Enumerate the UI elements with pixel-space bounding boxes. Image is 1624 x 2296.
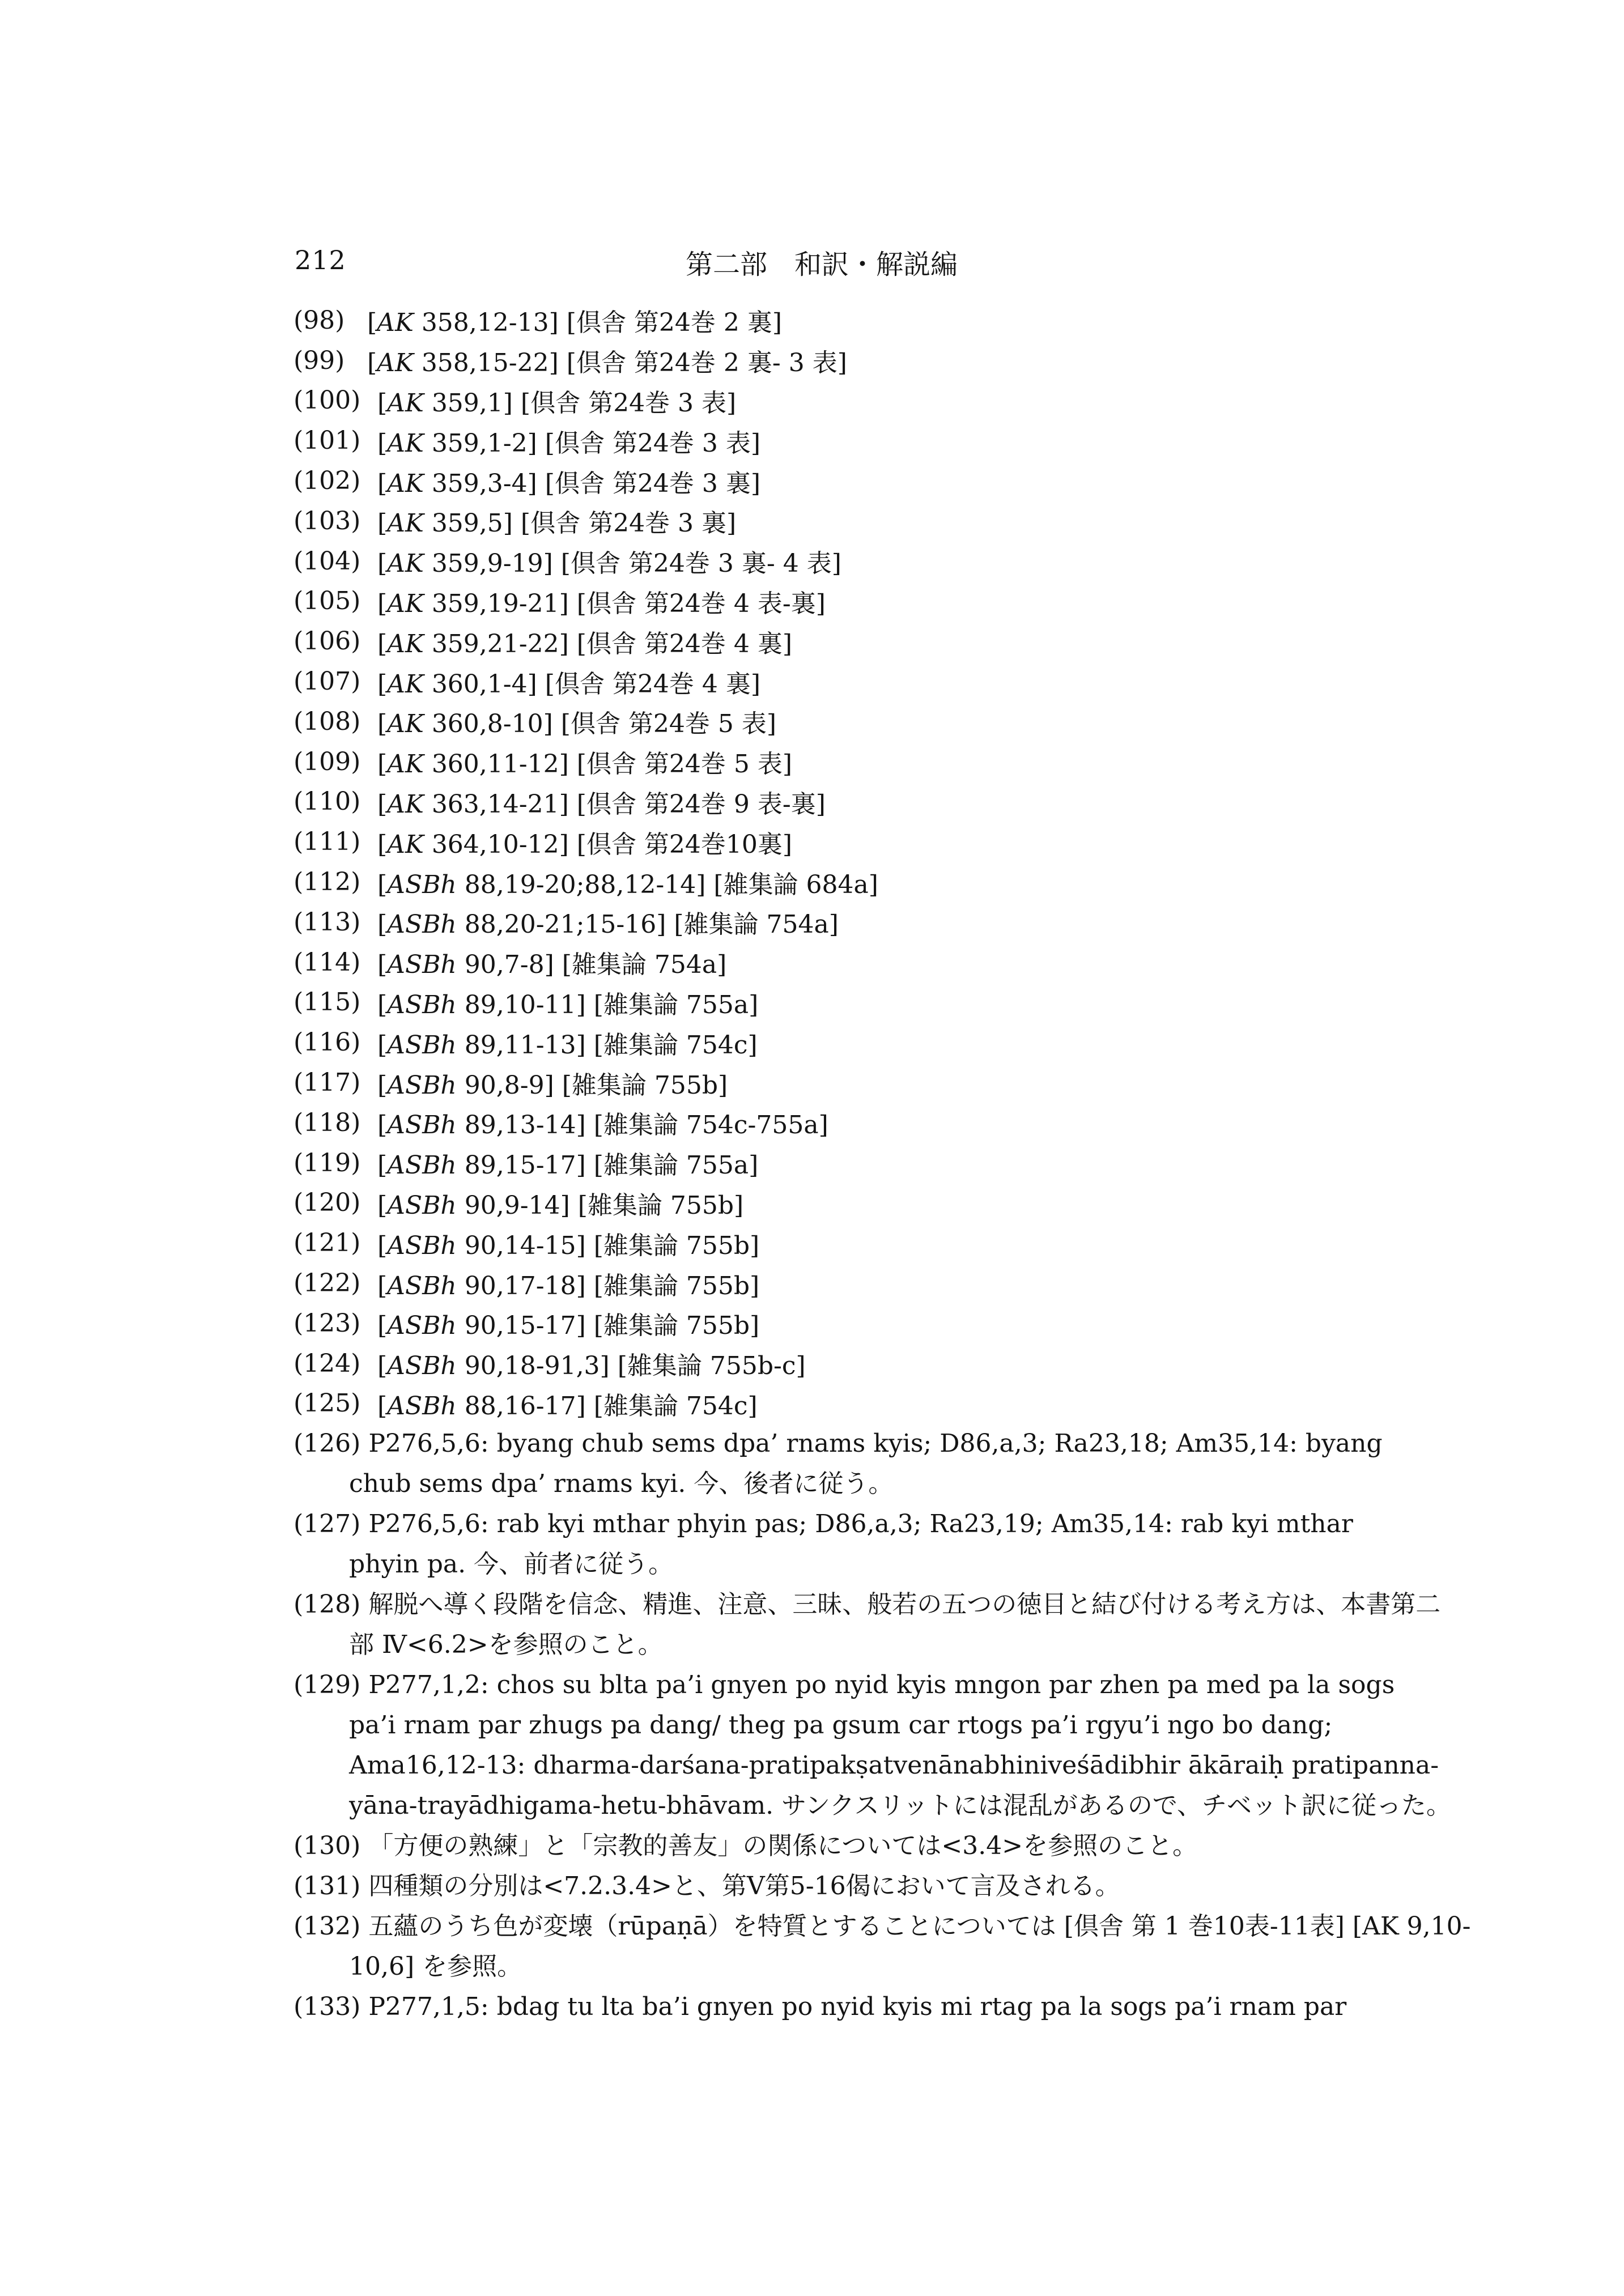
note-line [294, 1866, 1393, 1906]
note-item [294, 341, 1393, 381]
reference-text: 359,5] [倶舎 第24巻 3 裏] [423, 509, 737, 538]
note-line [294, 1705, 1393, 1745]
reference-text: 90,15-17] [雑集論 755b] [456, 1311, 760, 1341]
note-item [294, 862, 1393, 902]
note-item [294, 300, 1393, 341]
note-item [294, 1223, 1393, 1263]
note-number: (129) [294, 1670, 361, 1700]
note-number: (103) [294, 506, 361, 535]
note-number: (130) [294, 1831, 361, 1861]
source-abbreviation: AK [387, 789, 424, 819]
note-number: (112) [294, 868, 361, 897]
source-abbreviation: AK [387, 669, 424, 699]
note-item [294, 1423, 1393, 1504]
note-line [294, 1826, 1393, 1866]
note-text: yāna-trayādhigama-hetu-bhāvam. サンクスリットには混乱があるので、チベット訳に従った。 [349, 1791, 1451, 1821]
note-item [294, 1183, 1393, 1223]
source-abbreviation: AK [387, 589, 424, 618]
note-item [294, 1665, 1451, 1826]
note-number: (106) [294, 627, 361, 656]
note-reference: [ASBh 89,15-17] [雑集論 755a] [377, 1151, 759, 1180]
note-number: (104) [294, 546, 361, 576]
note-item [294, 581, 1393, 622]
note-line [294, 1464, 1393, 1504]
note-number: (114) [294, 947, 361, 977]
note-text: pa’i rnam par zhugs pa dang/ theg pa gsum car rtogs pa’i rgyu’i ngo bo dang; [349, 1711, 1333, 1740]
reference-text: 360,11-12] [倶舎 第24巻 5 表] [423, 750, 793, 779]
reference-text: 363,14-21] [倶舎 第24巻 9 表-裏] [423, 789, 826, 819]
note-item [294, 1987, 1393, 2027]
note-number: (119) [294, 1148, 361, 1177]
source-abbreviation: AK [387, 469, 424, 498]
note-number: (122) [294, 1269, 361, 1298]
reference-text: 364,10-12] [倶舎 第24巻10裏] [423, 830, 793, 859]
source-abbreviation: ASBh [387, 1231, 457, 1260]
source-abbreviation: AK [387, 709, 424, 739]
note-line [294, 1987, 1393, 2027]
note-item [294, 701, 1393, 742]
note-item [294, 1062, 1393, 1103]
note-reference: [ASBh 90,18-91,3] [雑集論 755b-c] [377, 1351, 806, 1381]
note-reference: [ASBh 89,13-14] [雑集論 754c-755a] [377, 1111, 828, 1140]
reference-text: 359,21-22] [倶舎 第24巻 4 裏] [423, 629, 793, 658]
note-item [294, 942, 1393, 983]
reference-text: 88,19-20;88,12-14] [雑集論 684a] [456, 870, 878, 899]
note-number: (117) [294, 1068, 361, 1098]
note-number: (107) [294, 667, 361, 696]
note-item [294, 782, 1393, 822]
note-item [294, 1143, 1393, 1183]
note-line [294, 1625, 1393, 1665]
note-number: (109) [294, 747, 361, 776]
note-number: (133) [294, 1992, 361, 2022]
note-item [294, 902, 1393, 942]
reference-text: 89,10-11] [雑集論 755a] [456, 990, 759, 1019]
reference-text: 358,12-13] [倶舎 第24巻 2 裏] [413, 308, 783, 338]
note-text: phyin pa. 今、前者に従う。 [349, 1550, 674, 1579]
source-abbreviation: ASBh [387, 1111, 457, 1140]
note-number: (101) [294, 426, 361, 456]
note-reference: [AK 363,14-21] [倶舎 第24巻 9 表-裏] [377, 789, 826, 819]
note-text: chub sems dpa’ rnams kyi. 今、後者に従う。 [349, 1469, 894, 1499]
note-reference: [ASBh 90,7-8] [雑集論 754a] [377, 950, 727, 980]
note-item [294, 1906, 1471, 1987]
reference-text: 359,9-19] [倶舎 第24巻 3 裏- 4 表] [423, 549, 841, 579]
source-abbreviation: ASBh [387, 990, 457, 1019]
long-notes-list [294, 1423, 1471, 2027]
source-abbreviation: ASBh [387, 1190, 457, 1220]
source-abbreviation: AK [387, 549, 424, 579]
reference-text: 90,8-9] [雑集論 755b] [456, 1070, 728, 1100]
note-item [294, 1303, 1393, 1343]
note-item [294, 1584, 1441, 1665]
note-text: Ama16,12-13: dharma-darśana-pratipakṣatvenānabhiniveśādibhir ākāraiḥ pratipanna- [349, 1751, 1439, 1780]
note-item [294, 1022, 1393, 1062]
note-text: P276,5,6: byang chub sems dpa’ rnams kyis; D86,a,3; Ra23,18; Am35,14: byang [360, 1429, 1383, 1459]
note-number: (121) [294, 1228, 361, 1258]
note-number: (113) [294, 907, 361, 937]
endnotes [294, 300, 1471, 2027]
note-reference: [AK 358,12-13] [倶舎 第24巻 2 裏] [367, 308, 783, 338]
reference-text: 358,15-22] [倶舎 第24巻 2 裏- 3 表] [413, 348, 847, 378]
note-line [294, 1584, 1441, 1625]
reference-text: 89,15-17] [雑集論 755a] [456, 1151, 759, 1180]
note-number: (131) [294, 1872, 361, 1901]
note-reference: [ASBh 88,16-17] [雑集論 754c] [377, 1391, 758, 1421]
note-item [294, 420, 1393, 461]
note-line [294, 1906, 1471, 1946]
reference-text: 359,1-2] [倶舎 第24巻 3 表] [423, 428, 761, 458]
note-number: (123) [294, 1308, 361, 1338]
note-text: 「方便の熟練」と「宗教的善友」の関係については<3.4>を参照のこと。 [360, 1831, 1198, 1861]
note-text: P276,5,6: rab kyi mthar phyin pas; D86,a,3; Ra23,19; Am35,14: rab kyi mthar [360, 1510, 1353, 1539]
source-abbreviation: ASBh [387, 950, 457, 980]
note-item [294, 541, 1393, 581]
note-number: (99) [294, 346, 345, 375]
note-number: (126) [294, 1429, 361, 1459]
note-item [294, 1866, 1393, 1906]
reference-text: 90,9-14] [雑集論 755b] [456, 1190, 744, 1220]
note-reference: [AK 359,1] [倶舎 第24巻 3 表] [377, 388, 737, 418]
source-abbreviation: ASBh [387, 1070, 457, 1100]
note-number: (124) [294, 1349, 361, 1378]
note-reference: [AK 359,21-22] [倶舎 第24巻 4 裏] [377, 629, 793, 658]
note-reference: [AK 364,10-12] [倶舎 第24巻10裏] [377, 830, 793, 859]
note-line [294, 1745, 1439, 1785]
note-number: (105) [294, 586, 361, 616]
note-number: (132) [294, 1912, 361, 1941]
note-text: 部 Ⅳ<6.2>を参照のこと。 [349, 1630, 663, 1660]
note-number: (118) [294, 1108, 361, 1137]
source-abbreviation: AK [377, 348, 414, 378]
note-item [294, 1343, 1393, 1384]
note-reference: [AK 359,19-21] [倶舎 第24巻 4 表-裏] [377, 589, 826, 618]
note-reference: [AK 359,9-19] [倶舎 第24巻 3 裏- 4 表] [377, 549, 841, 579]
reference-text: 89,11-13] [雑集論 754c] [456, 1030, 758, 1060]
reference-text: 359,1] [倶舎 第24巻 3 表] [423, 388, 737, 418]
note-item [294, 621, 1393, 661]
note-number: (108) [294, 707, 361, 736]
reference-text: 89,13-14] [雑集論 754c-755a] [456, 1111, 828, 1140]
source-abbreviation: AK [387, 509, 424, 538]
source-abbreviation: AK [377, 308, 414, 338]
running-title: 第二部 和訳・解説編 [685, 249, 958, 280]
source-abbreviation: ASBh [387, 910, 457, 939]
note-item [294, 381, 1393, 421]
source-abbreviation: ASBh [387, 1151, 457, 1180]
note-number: (116) [294, 1028, 361, 1057]
note-number: (125) [294, 1389, 361, 1418]
source-abbreviation: ASBh [387, 1030, 457, 1060]
note-line [294, 1946, 1393, 1987]
note-reference: [AK 360,1-4] [倶舎 第24巻 4 裏] [377, 669, 761, 699]
note-number: (128) [294, 1590, 361, 1619]
note-reference: [ASBh 90,9-14] [雑集論 755b] [377, 1190, 744, 1220]
reference-text: 90,14-15] [雑集論 755b] [456, 1231, 760, 1260]
note-text: 10,6] を参照。 [349, 1952, 522, 1982]
note-reference: [ASBh 90,17-18] [雑集論 755b] [377, 1271, 760, 1300]
reference-text: 360,1-4] [倶舎 第24巻 4 裏] [423, 669, 761, 699]
source-abbreviation: AK [387, 750, 424, 779]
reference-text: 90,7-8] [雑集論 754a] [456, 950, 727, 980]
note-line [294, 1665, 1393, 1705]
note-item [294, 461, 1393, 501]
source-abbreviation: ASBh [387, 1391, 457, 1421]
note-reference: [ASBh 89,10-11] [雑集論 755a] [377, 990, 759, 1019]
note-text: 四種類の分別は<7.2.3.4>と、第Ⅴ第5-16偈において言及される。 [360, 1872, 1120, 1901]
note-text: 解脱へ導く段階を信念、精進、注意、三昧、般若の五つの徳目と結び付ける考え方は、本書第二 [360, 1590, 1441, 1619]
note-item [294, 1504, 1393, 1584]
source-abbreviation: ASBh [387, 870, 457, 899]
note-number: (102) [294, 466, 361, 496]
note-item [294, 1263, 1393, 1303]
note-item [294, 822, 1393, 862]
note-reference: [ASBh 88,19-20;88,12-14] [雑集論 684a] [377, 870, 878, 899]
note-item [294, 501, 1393, 541]
note-number: (98) [294, 305, 345, 335]
note-reference: [AK 359,3-4] [倶舎 第24巻 3 裏] [377, 469, 761, 498]
note-reference: [ASBh 89,11-13] [雑集論 754c] [377, 1030, 758, 1060]
note-number: (110) [294, 787, 361, 817]
note-text: P277,1,5: bdag tu lta ba’i gnyen po nyid kyis mi rtag pa la sogs pa’i rnam par [360, 1992, 1347, 2022]
reference-text: 360,8-10] [倶舎 第24巻 5 表] [423, 709, 777, 739]
note-reference: [AK 358,15-22] [倶舎 第24巻 2 裏- 3 表] [367, 348, 847, 378]
reference-text: 90,17-18] [雑集論 755b] [456, 1271, 760, 1300]
note-item [294, 742, 1393, 782]
note-item [294, 1103, 1393, 1143]
source-abbreviation: AK [387, 428, 424, 458]
note-reference: [ASBh 90,8-9] [雑集論 755b] [377, 1070, 728, 1100]
note-item [294, 661, 1393, 701]
reference-text: 359,3-4] [倶舎 第24巻 3 裏] [423, 469, 761, 498]
note-line [294, 1544, 1393, 1584]
reference-text: 88,16-17] [雑集論 754c] [456, 1391, 758, 1421]
source-abbreviation: AK [387, 629, 424, 658]
note-line [294, 1785, 1451, 1826]
note-reference: [ASBh 88,20-21;15-16] [雑集論 754a] [377, 910, 839, 939]
note-reference: [AK 359,5] [倶舎 第24巻 3 裏] [377, 509, 737, 538]
note-number: (100) [294, 386, 361, 415]
reference-text: 359,19-21] [倶舎 第24巻 4 表-裏] [423, 589, 826, 618]
note-text: P277,1,2: chos su blta pa’i gnyen po nyid kyis mngon par zhen pa med pa la sogs [360, 1670, 1395, 1700]
note-reference: [AK 360,11-12] [倶舎 第24巻 5 表] [377, 750, 793, 779]
note-number: (120) [294, 1188, 361, 1218]
source-abbreviation: ASBh [387, 1351, 457, 1381]
source-abbreviation: AK [387, 830, 424, 859]
note-item [294, 1384, 1393, 1424]
note-item [294, 1826, 1393, 1866]
note-line [294, 1504, 1393, 1544]
note-reference: [AK 360,8-10] [倶舎 第24巻 5 表] [377, 709, 777, 739]
source-abbreviation: ASBh [387, 1271, 457, 1300]
note-reference: [ASBh 90,15-17] [雑集論 755b] [377, 1311, 760, 1341]
reference-text: 88,20-21;15-16] [雑集論 754a] [456, 910, 839, 939]
page-number: 212 [295, 245, 346, 275]
note-number: (111) [294, 827, 361, 857]
note-number: (115) [294, 988, 361, 1017]
note-text: 五蘊のうち色が変壊（rūpaṇā）を特質とすることについては [倶舎 第 1 巻10表-11表] [AK 9,10- [360, 1912, 1471, 1941]
note-item [294, 983, 1393, 1023]
note-line [294, 1423, 1393, 1464]
note-reference: [ASBh 90,14-15] [雑集論 755b] [377, 1231, 760, 1260]
note-number: (127) [294, 1510, 361, 1539]
note-reference: [AK 359,1-2] [倶舎 第24巻 3 表] [377, 428, 761, 458]
reference-text: 90,18-91,3] [雑集論 755b-c] [456, 1351, 806, 1381]
source-abbreviation: ASBh [387, 1311, 457, 1341]
short-notes-list [294, 300, 1393, 1423]
source-abbreviation: AK [387, 388, 424, 418]
